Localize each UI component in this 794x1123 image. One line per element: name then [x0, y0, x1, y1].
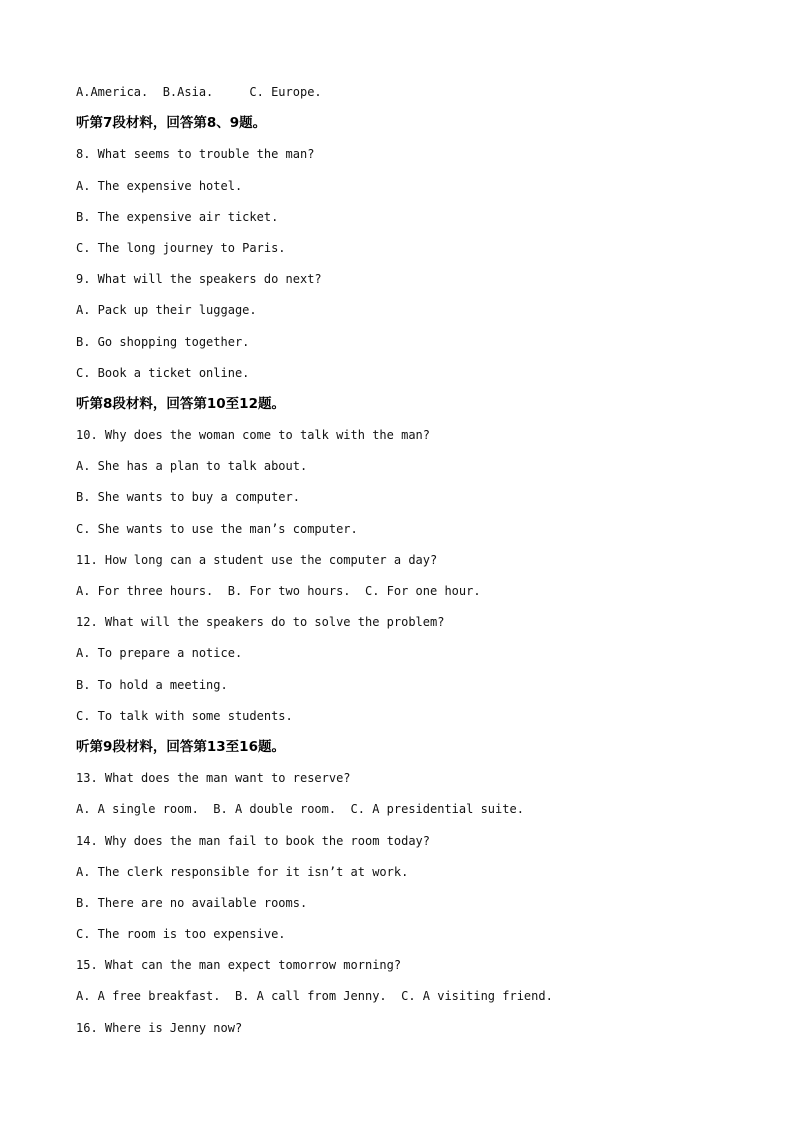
- section-heading-8: 听第8段材料，回答第10至12题。: [76, 395, 285, 412]
- option-8c: C. The long journey to Paris.: [76, 240, 286, 255]
- option-12c: C. To talk with some students.: [76, 708, 293, 723]
- question-13: 13. What does the man want to reserve?: [76, 771, 351, 786]
- option-8a: A. The expensive hotel.: [76, 178, 243, 193]
- option-14b: B. There are no available rooms.: [76, 895, 308, 910]
- option-10c: C. She wants to use the man’s computer.: [76, 521, 358, 536]
- section-heading-9: 听第9段材料，回答第13至16题。: [76, 738, 285, 755]
- question-15: 15. What can the man expect tomorrow morning?: [76, 958, 402, 973]
- option-12a: A. To prepare a notice.: [76, 646, 243, 661]
- question-14: 14. Why does the man fail to book the room today?: [76, 833, 431, 848]
- options-11: A. For three hours. B. For two hours. C. For one hour.: [76, 584, 481, 598]
- question-11: 11. How long can a student use the computer a day?: [76, 552, 438, 567]
- options-13: A. A single room. B. A double room. C. A presidential suite.: [76, 802, 524, 817]
- question-12: 12. What will the speakers do to solve the problem?: [76, 615, 445, 630]
- exam-page: [76, 77, 776, 1044]
- option-14a: A. The clerk responsible for it isn’t at work.: [76, 864, 409, 879]
- section-heading-7: 听第7段材料，回答第8、9题。: [76, 115, 267, 132]
- option-10b: B. She wants to buy a computer.: [76, 490, 300, 505]
- option-9a: A. Pack up their luggage.: [76, 303, 257, 318]
- option-8b: B. The expensive air ticket.: [76, 209, 279, 224]
- option-12b: B. To hold a meeting.: [76, 677, 228, 692]
- question-16: 16. Where is Jenny now?: [76, 1020, 243, 1035]
- answer-options-q7: A.America. B.Asia. C. Europe.: [76, 85, 322, 99]
- option-9c: C. Book a ticket online.: [76, 365, 250, 380]
- question-8: 8. What seems to trouble the man?: [76, 147, 315, 162]
- question-10: 10. Why does the woman come to talk with the man?: [76, 428, 431, 443]
- options-15: A. A free breakfast. B. A call from Jenny. C. A visiting friend.: [76, 989, 553, 1004]
- option-14c: C. The room is too expensive.: [76, 927, 286, 942]
- question-9: 9. What will the speakers do next?: [76, 272, 322, 287]
- option-9b: B. Go shopping together.: [76, 334, 250, 349]
- option-10a: A. She has a plan to talk about.: [76, 459, 308, 474]
